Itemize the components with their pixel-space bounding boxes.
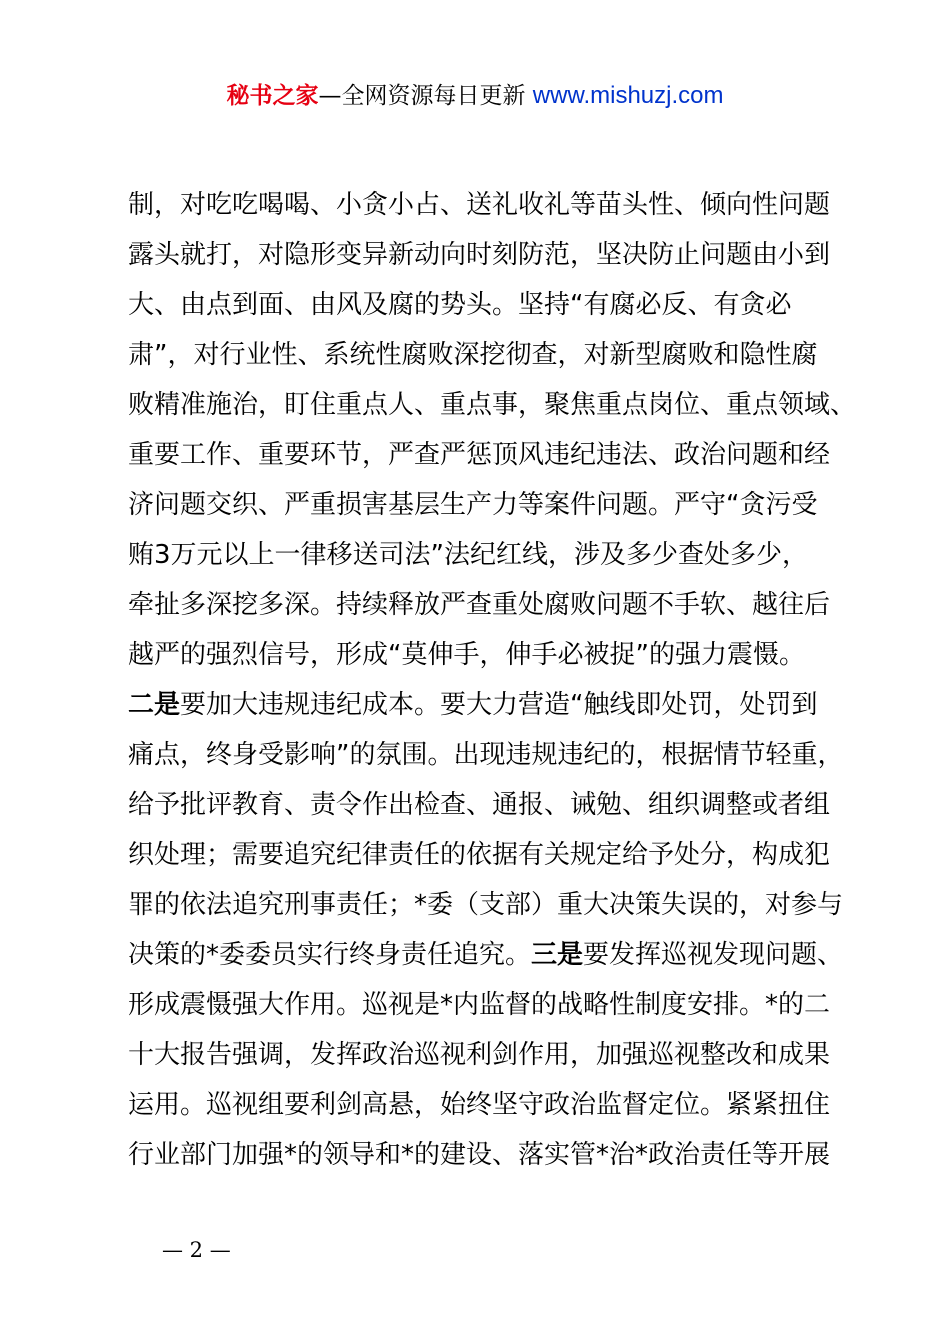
- text-line-16: [128, 930, 868, 980]
- text-segment: 肃”，对行业性、系统性腐败深挖彻查，对新型腐败和隐性腐: [128, 340, 818, 370]
- text-line-3: [128, 280, 868, 330]
- text-line-2: [128, 230, 868, 280]
- site-url-link[interactable]: www.mishuzj.com: [532, 82, 724, 109]
- text-segment: 济问题交织、严重损害基层生产力等案件问题。严守“贪污受: [128, 490, 818, 520]
- text-segment: 十大报告强调，发挥政治巡视利剑作用，加强巡视整改和成果: [128, 1040, 831, 1070]
- text-line-7: [128, 480, 868, 530]
- text-segment: 败精准施治，盯住重点人、重点事，聚焦重点岗位、重点领域、: [128, 390, 857, 420]
- text-line-14: [128, 830, 868, 880]
- text-segment: 给予批评教育、责令作出检查、通报、诫勉、组织调整或者组: [128, 790, 831, 820]
- text-segment: 制，对吃吃喝喝、小贪小占、送礼收礼等苗头性、倾向性问题: [128, 190, 831, 220]
- header-slogan: —全网资源每日更新: [318, 83, 526, 109]
- text-line-6: [128, 430, 868, 480]
- text-line-13: [128, 780, 868, 830]
- text-segment: 牵扯多深挖多深。持续释放严查重处腐败问题不手软、越往后: [128, 590, 831, 620]
- text-line-5: [128, 380, 868, 430]
- text-line-9: [128, 580, 868, 630]
- page-header: [0, 80, 950, 112]
- text-segment: 决策的*委委员实行终身责任追究。: [128, 940, 532, 970]
- text-line-19: [128, 1080, 868, 1130]
- text-segment: 要加大违规违纪成本。要大力营造“触线即处罚，处罚到: [180, 690, 818, 720]
- text-line-12: [128, 730, 868, 780]
- text-line-17: [128, 980, 868, 1030]
- bold-label-two: 二是: [128, 690, 181, 720]
- text-segment: 形成震慑强大作用。巡视是*内监督的战略性制度安排。*的二: [128, 990, 831, 1020]
- text-line-15: [128, 880, 868, 930]
- text-line-18: [128, 1030, 868, 1080]
- text-segment: 越严的强烈信号，形成“莫伸手，伸手必被捉”的强力震慑。: [128, 640, 805, 670]
- brand-name: 秘书之家: [226, 83, 319, 109]
- text-segment: 贿3万元以上一律移送司法”法纪红线，涉及多少查处多少，: [128, 540, 809, 570]
- text-segment: 织处理；需要追究纪律责任的依据有关规定给予处分，构成犯: [128, 840, 831, 870]
- page-number: — 2 —: [162, 1238, 231, 1262]
- bold-label-three: 三是: [531, 940, 584, 970]
- text-line-10: [128, 630, 868, 680]
- text-segment: 露头就打，对隐形变异新动向时刻防范，坚决防止问题由小到: [128, 240, 831, 270]
- text-line-4: [128, 330, 868, 380]
- text-segment: 痛点，终身受影响”的氛围。出现违规违纪的，根据情节轻重，: [128, 740, 844, 770]
- document-body: [128, 180, 868, 1180]
- text-segment: 重要工作、重要环节，严查严惩顶风违纪违法、政治问题和经: [128, 440, 831, 470]
- text-segment: 大、由点到面、由风及腐的势头。坚持“有腐必反、有贪必: [128, 290, 792, 320]
- text-line-11: [128, 680, 868, 730]
- text-segment: 要发挥巡视发现问题、: [583, 940, 844, 970]
- text-line-8: [128, 530, 868, 580]
- text-line-1: [128, 180, 868, 230]
- text-segment: 运用。巡视组要利剑高悬，始终坚守政治监督定位。紧紧扭住: [128, 1090, 831, 1120]
- text-line-20: [128, 1130, 868, 1180]
- text-segment: 行业部门加强*的领导和*的建设、落实管*治*政治责任等开展: [128, 1140, 831, 1170]
- text-segment: 罪的依法追究刑事责任；*委（支部）重大决策失误的，对参与: [128, 890, 844, 920]
